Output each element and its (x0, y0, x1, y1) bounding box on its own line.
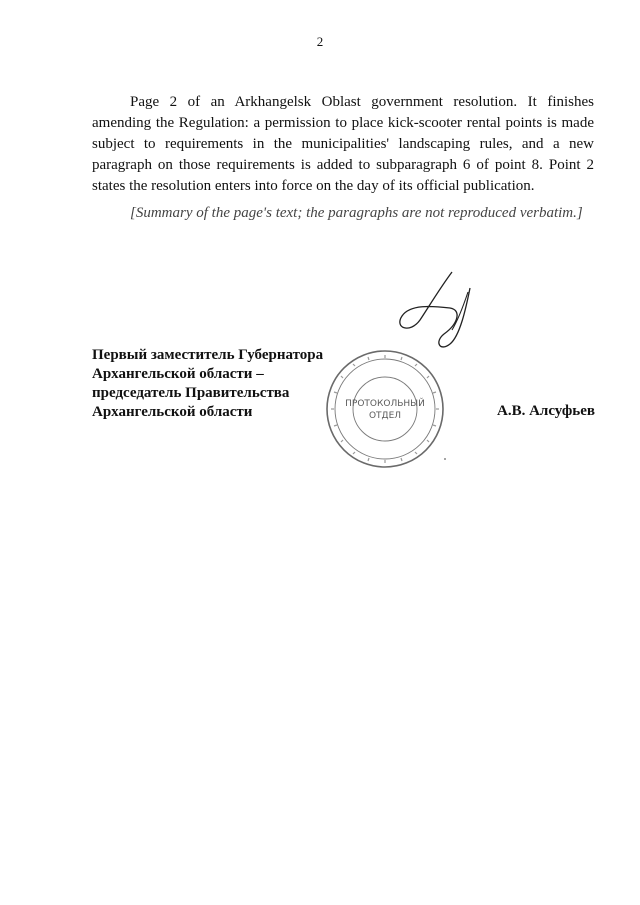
signatory-name: А.В. Алсуфьев (497, 403, 595, 419)
summary-note: [Summary of the page's text; the paragraphs are not reproduced verbatim.] (130, 205, 583, 221)
svg-text:ПРОТОКОЛЬНЫЙ: ПРОТОКОЛЬНЫЙ (345, 399, 425, 409)
signatory-title-line-4: Архангельской области (92, 404, 253, 420)
page-number: 2 (316, 34, 324, 49)
body-summary: Page 2 of an Arkhangelsk Oblast government resolution. It finishes amending the Regulation: a permission to place kick-scooter rental points is made subject to requirements in the municipalities' landscaping rules, and a new paragraph on those requirements is added to subparagraph 6 of point 8. Point 2 states the resolution enters into force on the day of its official publication. (92, 94, 594, 194)
signatory-title-line-1: Первый заместитель Губернатора (92, 347, 324, 363)
signatory-title-line-2: Архангельской области – (92, 366, 264, 382)
signatory-title (92, 346, 352, 422)
svg-text:ОТДЕЛ: ОТДЕЛ (368, 411, 402, 421)
scan-speck (444, 458, 446, 460)
signatory-title-line-3: председатель Правительства (92, 385, 290, 401)
handwritten-signature (380, 268, 490, 358)
official-stamp (324, 348, 446, 470)
document-body (92, 92, 594, 230)
